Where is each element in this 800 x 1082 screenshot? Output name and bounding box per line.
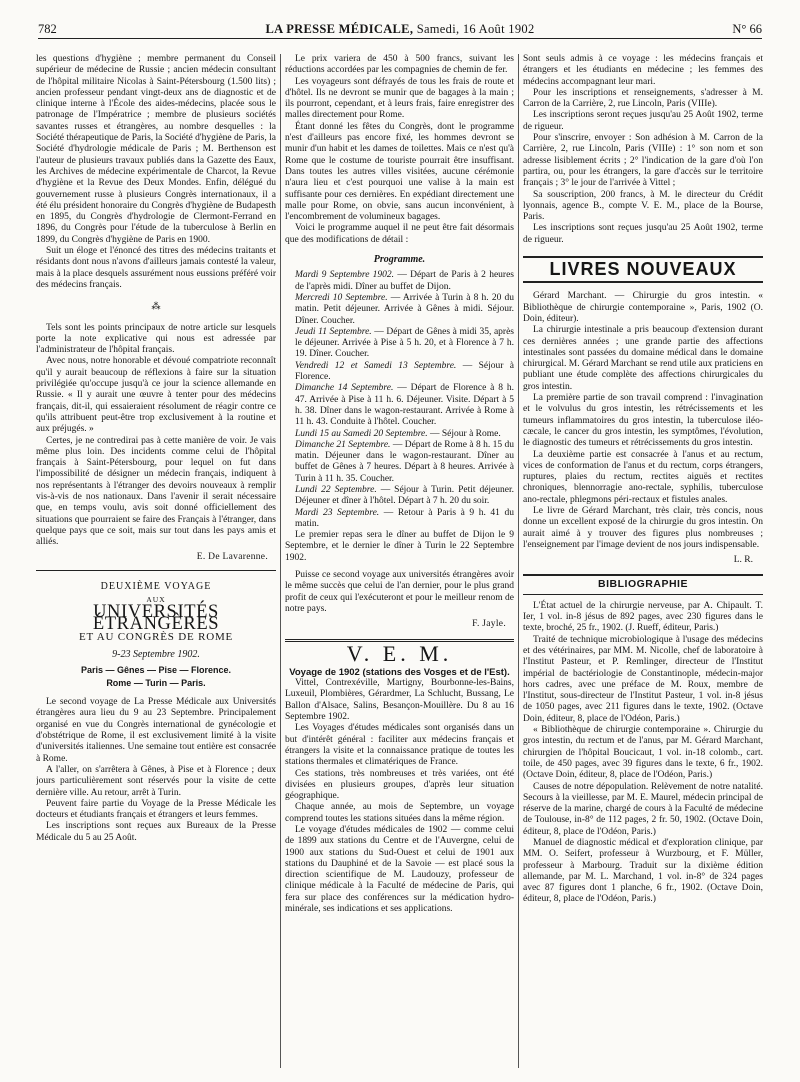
- paragraph: Pour les inscriptions et renseignements, s'adresser à M. Carron de la Carrière, 2, rue Lincoln, Paris (VIIIe).: [523, 87, 763, 110]
- itinerary-line: Paris — Gênes — Pise — Florence.: [80, 664, 232, 675]
- programme-day-text: — Départ de Paris à 2 heures de l'après midi. Dîner au buffet de Dijon.: [295, 270, 514, 292]
- programme-day-text: — Retour à Paris à 9 h. 41 du matin.: [295, 507, 514, 529]
- page-header: [38, 22, 762, 39]
- programme-day-date: Dimanche 21 Septembre.: [295, 439, 391, 450]
- issue-date: Samedi, 16 Août 1902: [416, 22, 535, 36]
- paragraph: A l'aller, on s'arrêtera à Gênes, à Pise et à Florence ; deux jours particulièrement sont réservés pour la visite de cette dernière ville. Au retour, arrêt à Turin.: [36, 764, 276, 798]
- programme-day-text: — Séjour à Rome.: [427, 428, 501, 439]
- paragraph: Le premier repas sera le dîner au buffet de Dijon le 9 Septembre, et le dernier le dîner à Turin le 22 Septembre 1902.: [285, 530, 514, 563]
- page-number: 782: [38, 22, 57, 36]
- programme-day-text: — Départ de Rome à 8 h. 15 du matin. Déjeuner dans le wagon-restaurant. Dîner au buffet de Gênes à 7 heures. Départ à 8 heures. Arrivée à Turin à 11 h. 35. Coucher.: [295, 439, 514, 484]
- column-left: [36, 54, 276, 1068]
- programme-day: [285, 293, 514, 327]
- paragraph: Puisse ce second voyage aux universités étrangères avoir le même succès que celui de l'an dernier, pour le plus grand profit de ceux qui l'exécuteront et pour le meilleur renom de notre pays.: [285, 570, 514, 614]
- paragraph: Vittel, Contrexéville, Martigny, Bourbonne-les-Bains, Luxeuil, Plombières, Gérardmer, La Schlucht, Bussang, Le Ballon d'Alsace, Salins, Besançon-Mouillère. Du 8 au 16 Septembre 1902.: [285, 678, 514, 723]
- programme-day-date: Mardi 23 Septembre.: [295, 507, 380, 518]
- column-rule: [518, 54, 519, 1068]
- programme-day-date: Vendredi 12 et Samedi 13 Septembre.: [295, 360, 457, 371]
- vem-subtitle: Voyage de 1902 (stations des Vosges et de l'Est).: [289, 666, 510, 678]
- paragraph: les questions d'hygiène ; membre permanent du Conseil supérieur de médecine de Russie ; ancien médecin consultant de l'hôpital militaire Nicolas à Saint-Pétersbourg (1.500 lits) ; ancien professeur pendant vingt-deux ans de diagnostic et de clinique interne à l'École des aides-médecins, placée sous le patronage de l'Impératrice ; membre de plusieurs sociétés savantes russes et étrangères, au nombre desquelles : la Société thérapeutique de Paris, la Société d'hygiène de Paris, la Société d'hydrologie médicale de Paris ; M. Berthenson est l'auteur de plusieurs travaux publiés dans la Gazette des Eaux, les Archives de médecine expérimentale de Charcot, la Revue d'hygiène et la Revue des Deux Mondes. Enfin, délégué du gouvernement russe à plusieurs Congrès internationaux, il a été élu président honoraire du Congrès d'hygiène de Budapesth en 1895, du Congrès d'hydrologie de Clermont-Ferrand en 1896, du Congrès pour l'étude de la tuberculose à Berlin en 1899, du Congrès d'hygiène de Paris en 1900.: [36, 54, 276, 245]
- paragraph: Sa souscription, 200 francs, à M. le directeur du Crédit lyonnais, agence B., compte V. E. M., place de la Bourse, Paris.: [523, 189, 763, 223]
- programme-title: Programme.: [373, 254, 426, 266]
- bibliography-entry: Manuel de diagnostic médical et d'exploration clinique, par MM. O. Seifert, professeur à Wurzbourg, et F. Müller, professeur à Marbourg. Traduit sur la dixième édition allemande, par M. L. Marchand, 1 vol. in-8° de 324 pages avec 87 figures dont 1 planche, 6 fr., 1902. (Octave Doin, éditeur, 8, place de l'Odéon, Paris.): [523, 838, 763, 905]
- itinerary-line: Rome — Turin — Paris.: [106, 677, 206, 688]
- voyage-heading: DEUXIÈME VOYAGE: [100, 580, 212, 592]
- paragraph: Les inscriptions seront reçues jusqu'au 25 Août 1902, terme de rigueur.: [523, 110, 763, 132]
- programme-day-text: — Séjour à Florence.: [295, 360, 514, 383]
- bibliography-entry: Causes de notre dépopulation. Relèvement de notre natalité. Secours à la vieillesse, par M. E. Maurel, médecin principal de réserve de la marine, chargé de cours à la Faculté de médecine de Toulouse, in-8° de 112 pages, 2 fr. 50, 1902. (Octave Doin, éditeur, 8, place de l'Odéon, Paris.): [523, 781, 763, 837]
- issue-number: N° 66: [732, 22, 762, 36]
- author-signature: E. De Lavarenne.: [196, 552, 268, 563]
- programme-day-text: — Départ de Florence à 8 h. 47. Arrivée à Pise à 11 h. 6. Déjeuner. Visite. Départ à 5 h. 38. Dîner dans le wagon-restaurant. Arrivée à Rome à 11 h. 43. Conduite à l'hôtel. Coucher.: [295, 383, 514, 428]
- paragraph: Le livre de Gérard Marchant, très clair, très concis, nous donne un excellent exposé de la chirurgie du gros intestin. On aurait aimé à y trouver des figures plus nombreuses ; l'enseignement par l'image devient de nos jours indispensable.: [523, 505, 763, 550]
- paragraph: Les inscriptions sont reçues aux Bureaux de la Presse Médicale du 5 au 25 Août.: [36, 821, 276, 843]
- voyage-dates: 9-23 Septembre 1902.: [112, 649, 200, 661]
- programme-day: [285, 440, 514, 485]
- programme-day: [285, 327, 514, 361]
- programme-day: [285, 485, 514, 508]
- journal-name: LA PRESSE MÉDICALE,: [265, 22, 414, 36]
- programme-day-date: Mardi 9 Septembre 1902.: [295, 270, 395, 281]
- paragraph: Les Voyages d'études médicales sont organisés dans un but d'intérêt général : faciliter aux médecins français et étrangers la visite et la connaissance pratique de toutes les stations thermales et climatériques de France.: [285, 723, 514, 768]
- section-divider: [36, 570, 276, 571]
- programme-day-date: Dimanche 14 Septembre.: [295, 383, 394, 394]
- author-signature: F. Jayle.: [472, 619, 506, 630]
- bibliography-entry: « Bibliothèque de chirurgie contemporaine ». Chirurgie du gros intestin, du rectum et de l'anus, par M. Gérard Marchant, chirurgien de l'hôpital Boucicaut, 1 vol. in-18 colomb., cart. toile, de 450 pages, avec 39 figures dans le texte, 6 fr., 1902. (Octave Doin, éditeur, 8, place de l'Odéon, Paris.): [523, 725, 763, 781]
- voyage-title: UNIVERSITÉS ÉTRANGÈRES: [92, 602, 220, 634]
- paragraph: Le prix variera de 450 à 500 francs, suivant les réductions accordées par les compagnies de chemin de fer.: [285, 54, 514, 76]
- programme-day-date: Jeudi 11 Septembre.: [295, 326, 372, 337]
- paragraph: Suit un éloge et l'énoncé des titres des médecins traitants et résidants dont nous n'avons d'ailleurs jamais contesté la valeur, mais à la place desquels assurément nous eussions préféré voir des médecins français.: [36, 246, 276, 290]
- paragraph: Ces stations, très nombreuses et très variées, ont été divisées en plusieurs groupes, d'après leur situation géographique.: [285, 768, 514, 802]
- column-right: [523, 54, 763, 1068]
- review-signature: L. R.: [733, 555, 753, 566]
- bibliography-entry: L'État actuel de la chirurgie nerveuse, par A. Chipault. T. Ier, 1 vol. in-8 jésus de 892 pages, avec 230 figures dans le texte, broché, 25 fr., 1902. (J. Rueff, éditeur, Paris.): [523, 600, 763, 634]
- column-rule: [280, 54, 281, 1068]
- book-review-title: Gérard Marchant. — Chirurgie du gros intestin. « Bibliothèque de chirurgie contemporaine », Paris, 1902 (O. Doin, éditeur).: [523, 291, 763, 324]
- paragraph: Les inscriptions sont reçues jusqu'au 25 Août 1902, terme de rigueur.: [523, 223, 763, 245]
- vem-title: V. E. M.: [346, 640, 453, 666]
- running-title: [38, 22, 762, 37]
- paragraph: Pour s'inscrire, envoyer : Son adhésion à M. Carron de la Carrière, 2, rue Lincoln, Paris (VIIIe) : 1° son nom et son adresse lisiblement écrits ; 2° l'indication de la gare d'où l'on partira, ou, pour les étrangers, la gare d'accès sur le territoire français ; 3° le jour de l'arrivée à Vittel ;: [523, 133, 763, 189]
- programme-day-date: Mercredi 10 Septembre.: [295, 292, 388, 303]
- livres-nouveaux-heading: LIVRES NOUVEAUX: [523, 256, 763, 283]
- paragraph: Le second voyage de La Presse Médicale aux Universités étrangères aura lieu du 9 au 23 Septembre. Principalement organisé en vue du Congrès international de gynécologie et d'obstétrique de Rome, il est exclusivement limité à la visite d'universités italiennes. Une semaine tout entière est consacrée à Rome.: [36, 697, 276, 764]
- programme-day: [285, 270, 514, 293]
- paragraph: Étant donné les fêtes du Congrès, dont le programme n'est d'ailleurs pas encore fixé, les hommes devront se munir d'un habit et les dames de toilettes. Mais ce n'est qu'à Rome que le costume de touriste pourrait être insuffisant. Dans toutes les autres villes visitées, aucune cérémonie n'aura lieu et c'est pourquoi une valise à la main est suffisante pour ces dernières. En expédiant directement une malle pour Rome, on obvie, sans aucun inconvénient, à l'encombrement de volumineux bagages.: [285, 121, 514, 223]
- programme-day-text: — Séjour à Turin. Petit déjeuner. Déjeuner et dîner à l'hôtel. Départ à 7 h. 20 du soir.: [295, 484, 514, 507]
- paragraph: La deuxième partie est consacrée à l'anus et au rectum, vices de conformation de l'anus et du rectum, corps étrangers, ruptures, plaies du rectum, rectites aiguës et rectites chroniques, blennorragie ano-rectale, syphilis, tuberculose ano-rectale, phlegmons péri-rectaux et fistules anales.: [523, 449, 763, 505]
- asterism: ⁂: [151, 301, 161, 312]
- programme-day-text: — Arrivée à Turin à 8 h. 20 du matin. Petit déjeuner. Arrivée à Gênes à midi. Séjour. Dîner. Coucher.: [295, 292, 514, 326]
- programme-day: [285, 508, 514, 531]
- programme-day-date: Lundi 22 Septembre.: [295, 484, 377, 495]
- voyage-aux: AUX: [146, 595, 166, 605]
- bibliography-entry: Traité de technique microbiologique à l'usage des médecins et des vétérinaires, par MM. M. Nicolle, chef de laboratoire à l'Institut Pasteur, et P. Remlinger, directeur de l'Institut impérial de bactériologie de Constantinople, médecin-major hors cadres, avec une préface de M. Roux, membre de l'Institut, sous-directeur de l'Institut Pasteur, 1 vol. in-8 jésus de 1050 pages, avec 211 figures dans le texte, 1902. (Octave Doin, éditeur, 8, place de l'Odéon, Paris.): [523, 634, 763, 724]
- voyage-subtitle: ET AU CONGRÈS DE ROME: [78, 630, 234, 643]
- bibliographie-heading: BIBLIOGRAPHIE: [523, 574, 763, 594]
- paragraph: Avec nous, notre honorable et dévoué compatriote reconnaît qu'il y aurait beaucoup de réflexions à faire sur la situation privilégiée qu'occupe jusqu'à ce jour la science allemande en Russie. « Il y aurait une œuvre à tenter pour des médecins français, dit-il, qui essaieraient résolument de réagir contre ce qu'ils attribuent peut-être trop exclusivement à la routine et aux préjugés. »: [36, 356, 276, 435]
- paragraph: Certes, je ne contredirai pas à cette manière de voir. Je vais même plus loin. Des incidents comme celui de l'hôpital français à Saint-Pétersbourg, pour lequel on fut dans l'impossibilité de désigner un médecin français, indiquent à nos représentants à l'étranger des devoirs nouveaux à remplir vis-à-vis de nos nationaux. Dans l'avenir il serait nécessaire que, en temps voulu, avis soit donné officiellement des situations que pourraient se faire des Français à l'étranger, dans quelque pays que ce soit, mais sur tout dans les pays amis et alliés.: [36, 435, 276, 548]
- programme-day: [285, 383, 514, 428]
- programme-day-text: — Départ de Gênes à midi 35, après le déjeuner. Arrivée à Pise à 5 h. 20, et à Florence à 7 h. 19. Dîner. Coucher.: [295, 326, 514, 360]
- programme-day-date: Lundi 15 au Samedi 20 Septembre.: [295, 428, 428, 439]
- paragraph: Sont seuls admis à ce voyage : les médecins français et étrangers et les étudiants en médecine ; les femmes des médecins accompagnant leur mari.: [523, 54, 763, 87]
- paragraph: Chaque année, au mois de Septembre, un voyage comprend toutes les stations situées dans la même région.: [285, 802, 514, 824]
- paragraph: La première partie de son travail comprend : l'invagination et le volvulus du gros intestin, les rétrécissements et les tumeurs inflammatoires du gros intestin, la tuberculose iléo-cæcale, le cancer du gros intestin, les symptômes, l'évolution, le diagnostic des tumeurs et rétrécissements du gros intestin.: [523, 393, 763, 449]
- paragraph: La chirurgie intestinale a pris beaucoup d'extension durant ces dernières années ; une grande partie des affections intestinales sont passées du domaine médical dans le domaine chirurgical. M. Gérard Marchant se rend utile aux praticiens en publiant une étude complète des affections chirurgicales du gros intestin.: [523, 325, 763, 392]
- paragraph: Tels sont les points principaux de notre article sur lesquels porte la note explicative qui nous est adressée par l'administrateur de l'hôpital français.: [36, 322, 276, 356]
- paragraph: Les voyageurs sont défrayés de tous les frais de route et d'hôtel. Ils ne devront se munir que de bagages à la main ; ils pourront, cependant, et à leurs frais, faire enregistrer des malles directement pour Rome.: [285, 76, 514, 121]
- paragraph: Peuvent faire partie du Voyage de la Presse Médicale les docteurs et étudiants français et étrangers et leurs femmes.: [36, 798, 276, 821]
- programme-list: [285, 270, 514, 530]
- programme-day: [285, 429, 514, 440]
- paragraph: Le voyage d'études médicales de 1902 — comme celui de 1899 aux stations du Centre et de l'Auvergne, celui de 1900 aux stations du Sud-Ouest et celui de 1901 aux stations du Dauphiné et de la Savoie — est placé sous la direction scientifique de M. Laudouzy, professeur de clinique médicale à la Faculté de médecine de Paris, qui fera sur place des conférences sur la médication hydro-minérale, ses indications et ses applications.: [285, 825, 514, 915]
- programme-day: [285, 361, 514, 384]
- column-middle: [285, 54, 514, 1068]
- paragraph: Voici le programme auquel il ne peut être fait désormais que des modifications de détail :: [285, 223, 514, 245]
